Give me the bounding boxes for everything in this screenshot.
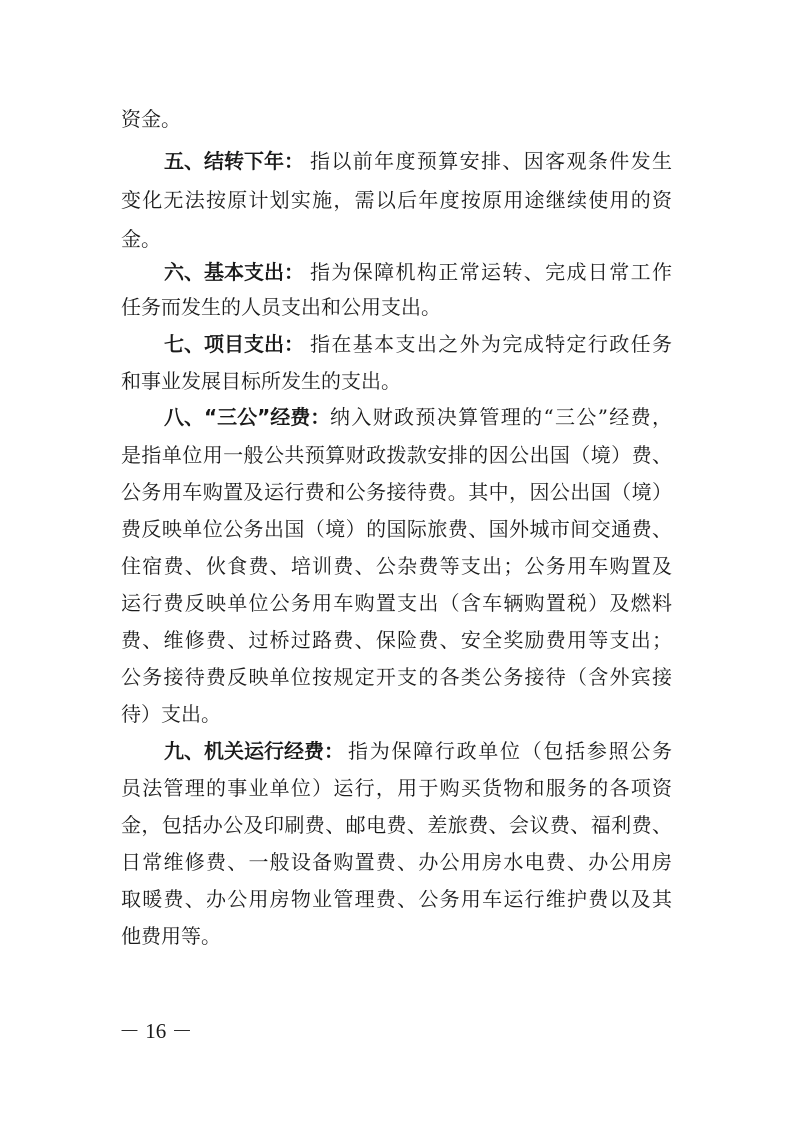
body-line xyxy=(0,362,793,400)
body-line xyxy=(0,181,793,219)
section-heading: 五、结转下年： xyxy=(164,149,304,173)
body-line xyxy=(0,658,793,696)
body-text: 住宿费、伙食费、培训费、公杂费等支出；公务用车购置及 xyxy=(121,554,672,578)
body-text: 变化无法按原计划实施，需以后年度按原用途继续使用的资 xyxy=(121,188,672,212)
body-line xyxy=(0,100,793,138)
body-text: 待）支出。 xyxy=(121,702,221,726)
body-text: 金，包括办公及印刷费、邮电费、差旅费、会议费、福利费、 xyxy=(121,813,672,837)
body-line xyxy=(0,288,793,326)
body-line xyxy=(0,584,793,622)
body-line xyxy=(0,769,793,807)
section-heading-line xyxy=(0,325,793,363)
section-heading: 八、“三公”经费： xyxy=(164,405,331,429)
body-text: 他费用等。 xyxy=(121,924,221,948)
body-text: 费、维修费、过桥过路费、保险费、安全奖励费用等支出； xyxy=(121,628,672,652)
body-line xyxy=(0,917,793,955)
section-heading-line xyxy=(0,253,793,291)
body-line xyxy=(0,695,793,733)
body-line xyxy=(0,510,793,548)
body-line xyxy=(0,547,793,585)
section-heading: 九、机关运行经费： xyxy=(164,739,344,763)
continued-text: 资金。 xyxy=(121,107,181,131)
body-text: 是指单位用一般公共预算财政拨款安排的因公出国（境）费、 xyxy=(121,443,672,467)
body-text: 运行费反映单位公务用车购置支出（含车辆购置税）及燃料 xyxy=(121,591,672,615)
body-text: 和事业发展目标所发生的支出。 xyxy=(121,369,401,393)
body-text: 公务用车购置及运行费和公务接待费。其中，因公出国（境） xyxy=(121,480,672,504)
body-text: 指为保障行政单位（包括参照公务 xyxy=(348,739,672,763)
body-text: 指为保障机构正常运转、完成日常工作 xyxy=(310,260,672,284)
body-line xyxy=(0,436,793,474)
body-text: 取暖费、办公用房物业管理费、公务用车运行维护费以及其 xyxy=(121,887,672,911)
body-text: 员法管理的事业单位）运行，用于购买货物和服务的各项资 xyxy=(121,776,672,800)
body-text: 指以前年度预算安排、因客观条件发生 xyxy=(310,149,672,173)
body-text: 金。 xyxy=(121,227,161,251)
body-text: 指在基本支出之外为完成特定行政任务 xyxy=(310,332,672,356)
section-heading-line xyxy=(0,398,793,436)
body-text: 公务接待费反映单位按规定开支的各类公务接待（含外宾接 xyxy=(121,665,672,689)
page-number: － 16 － xyxy=(119,1019,193,1043)
body-line xyxy=(0,880,793,918)
body-line xyxy=(0,473,793,511)
body-text: 任务而发生的人员支出和公用支出。 xyxy=(121,295,441,319)
section-heading-line xyxy=(0,142,793,180)
body-text: 日常维修费、一般设备购置费、办公用房水电费、办公用房 xyxy=(121,850,672,874)
body-text: 费反映单位公务出国（境）的国际旅费、国外城市间交通费、 xyxy=(121,517,672,541)
body-text: 纳入财政预决算管理的“三公”经费， xyxy=(330,405,672,429)
body-line xyxy=(0,806,793,844)
section-heading: 六、基本支出： xyxy=(164,260,304,284)
section-heading-line xyxy=(0,732,793,770)
body-line xyxy=(0,843,793,881)
body-line xyxy=(0,621,793,659)
section-heading: 七、项目支出： xyxy=(164,332,304,356)
